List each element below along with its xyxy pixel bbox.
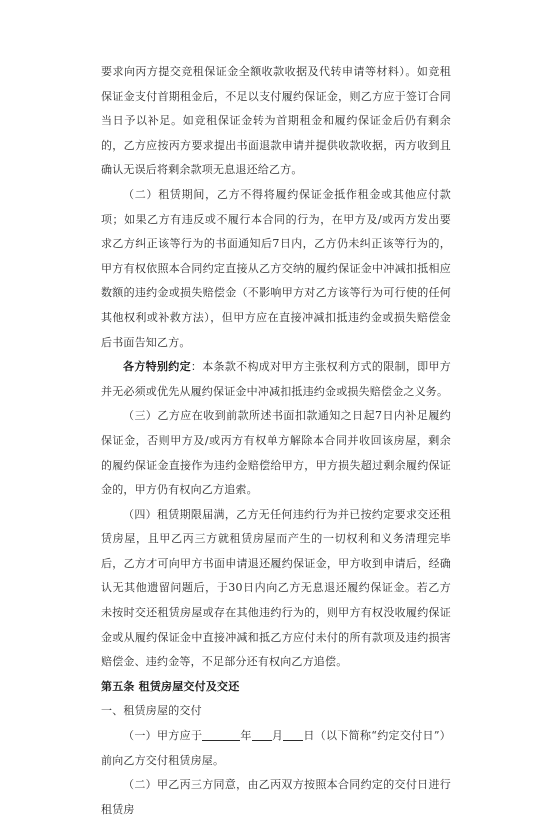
subsection-title: 一、租赁房屋的交付 [101,704,202,718]
paragraph-special-agreement [101,355,451,404]
delivery-text-year: 年 [240,729,252,743]
paragraph-clause-4: （四）租赁期限届满，乙方无任何违约行为并已按约定要求交还租赁房屋，且甲乙丙三方就租赁房屋而产生的一切权利和义务清理完毕后，乙方才可向甲方书面申请退还履约保证金，甲方收到申请后，经确认无其他遗留问题后，于30日内向乙方无息退还履约保证金。若乙方未按时交还租赁房屋或存在其他违约行为的，则甲方有权没收履约保证金或从履约保证金中直接冲减和抵乙方应付未付的所有款项及违约损害赔偿金、违约金等，不足部分还有权向乙方追偿。 [101,507,451,669]
delivery-text-month: 月 [271,729,284,743]
paragraph-clause-2-delivery: （二）甲乙丙三方同意，由乙丙双方按照本合同约定的交付日进行租赁房 [101,778,451,816]
blank-month [252,728,272,741]
paragraph-clause-3: （三）乙方应在收到前款所述书面扣款通知之日起7日内补足履约保证金，否则甲方及/或丙方有权单方解除本合同并收回该房屋，剩余的履约保证金直接作为违约金赔偿给甲方，甲方损失超过剩余履约保证金的，甲方仍有权向乙方追索。 [101,409,451,497]
paragraph-delivery-date [101,724,451,773]
delivery-text-a: （一）甲方应于 [123,729,203,743]
article-5-heading: 第五条 租赁房屋交付及交还 [101,679,240,693]
paragraph-deposit-refund: 要求向丙方提交竞租保证金全额收款收据及代转申请等材料）。如竞租保证金支付首期租金后，不足以支付履约保证金，则乙方应于签订合同当日予以补足。如竞租保证金转为首期租金和履约保证金后仍有剩余的，乙方应按丙方要求提出书面退款申请并提供收款收据，丙方收到且确认无误后将剩余款项无息退还给乙方。 [101,65,451,177]
blank-year [202,728,240,741]
delivery-text-rest: 日（以下简称“约定交付日”）前向乙方交付租赁房屋。 [101,729,451,767]
blank-day [283,728,303,741]
paragraph-clause-2: （二）租赁期间，乙方不得将履约保证金抵作租金或其他应付款项；如果乙方有违反或不履行本合同的行为，在甲方及/或丙方发出要求乙方纠正该等行为的书面通知后7日内，乙方仍未纠正该等行为的，甲方有权依照本合同约定直接从乙方交纳的履约保证金中冲减扣抵相应数额的违约金或损失赔偿金（不影响甲方对乙方该等行为可行使的任何其他权利或补救方法），但甲方应在直接冲减扣抵违约金或损失赔偿金后书面告知乙方。 [101,187,451,349]
special-agreement-label: 各方特别约定 [123,360,191,374]
special-agreement-text: ：本条款不构成对甲方主张权利方式的限制，即甲方并无必须或优先从履约保证金中冲减扣抵违约金或损失赔偿金之义务。 [101,360,451,398]
document-body [101,60,451,822]
